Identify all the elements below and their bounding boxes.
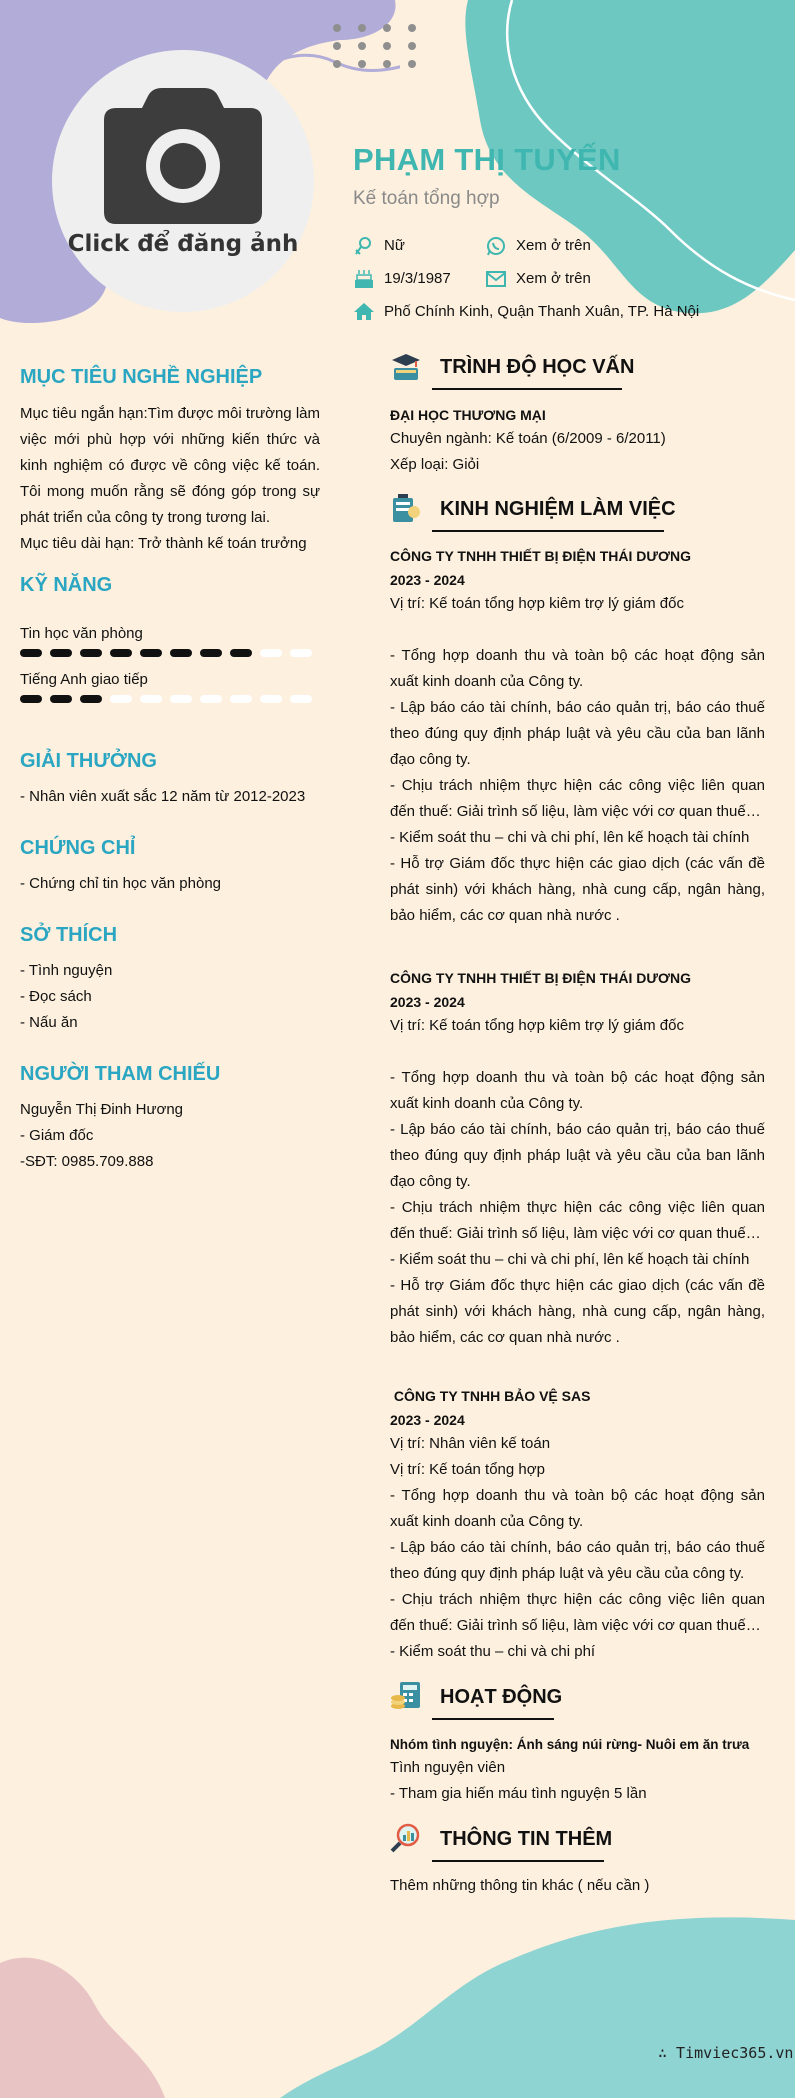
reference-name: Nguyễn Thị Đinh Hương — [20, 1101, 184, 1118]
job-duty: - Lập báo cáo tài chính, báo cáo quản trị, báo cáo thuế theo đúng quy định pháp luật và yêu cầu của ban lãnh đạo công ty. — [390, 1121, 765, 1190]
objective-long-term: Mục tiêu dài hạn: Trở thành kế toán trưởng — [20, 535, 307, 552]
education-major: Chuyên ngành: Kế toán (6/2009 - 6/2011) — [390, 430, 666, 447]
job-company: CÔNG TY TNHH THIẾT BỊ ĐIỆN THÁI DƯƠNG — [390, 548, 691, 564]
job-position: Vị trí: Kế toán tổng hợp kiêm trợ lý giám đốc — [390, 595, 684, 612]
skill-dot — [50, 649, 72, 657]
awards-item: - Nhân viên xuất sắc 12 năm từ 2012-2023 — [20, 788, 306, 805]
skills-heading: KỸ NĂNG — [20, 574, 113, 596]
more-info-underline — [432, 1860, 604, 1862]
more-info-text: Thêm những thông tin khác ( nếu cần ) — [390, 1877, 650, 1894]
activities-heading: HOẠT ĐỘNG — [440, 1686, 563, 1708]
job-duty: - Chịu trách nhiệm thực hiện các công việc liên quan đến thuế: Giải trình số liệu, làm việc với cơ quan thuế… — [390, 1199, 765, 1242]
activity-org: Nhóm tình nguyện: Ánh sáng núi rừng- Nuôi em ăn trưa — [390, 1737, 750, 1752]
job-duty: - Tổng hợp doanh thu và toàn bộ các hoạt động sản xuất kinh doanh của Công ty. — [390, 1487, 765, 1530]
gender-icon — [353, 235, 375, 257]
candidate-name: PHẠM THỊ TUYẾN — [353, 142, 621, 177]
camera-icon — [104, 88, 262, 226]
skill-dot — [290, 695, 312, 703]
education-school: ĐẠI HỌC THƯƠNG MẠI — [390, 407, 546, 423]
skill-dot — [50, 695, 72, 703]
references-heading: NGƯỜI THAM CHIẾU — [20, 1063, 221, 1085]
job-duty: - Hỗ trợ Giám đốc thực hiện các giao dịch (các vấn đề phát sinh) với khách hàng, nhà cung cấp, ngân hàng, bảo hiểm, các cơ quan nhà nước . — [390, 855, 765, 924]
phone-text: Xem ở trên — [516, 237, 591, 254]
certificates-heading: CHỨNG CHỈ — [20, 837, 136, 859]
experience-underline — [432, 530, 664, 532]
skill-dot — [200, 649, 222, 657]
activities-underline — [432, 1718, 554, 1720]
hobby-item: - Tình nguyện — [20, 962, 113, 979]
objective-heading: MỤC TIÊU NGHỀ NGHIỆP — [20, 366, 263, 388]
skill-dot — [170, 695, 192, 703]
skill-dot — [200, 695, 222, 703]
job-period: 2023 - 2024 — [390, 1412, 465, 1428]
address-text: Phố Chính Kinh, Quận Thanh Xuân, TP. Hà Nội — [384, 303, 700, 320]
skill-dot — [80, 649, 102, 657]
objective-short-term: Mục tiêu ngắn hạn:Tìm được môi trường làm việc mới phù hợp với những kiến thức và kinh nghiệm có được về công việc kế toán. Tôi mong muốn rằng sẽ đóng góp trong sự phát triển của công ty trong tương lai. — [20, 405, 320, 526]
skill-label: Tiếng Anh giao tiếp — [20, 671, 148, 688]
gender-text: Nữ — [384, 237, 405, 254]
skill-dot — [80, 695, 102, 703]
email-text: Xem ở trên — [516, 270, 591, 287]
job-company: CÔNG TY TNHH BẢO VỆ SAS — [390, 1388, 591, 1404]
skill-dot — [20, 695, 42, 703]
skill-dot — [170, 649, 192, 657]
watermark-text: ∴ Timviec365.vn — [658, 2044, 794, 2062]
skill-dot — [140, 695, 162, 703]
job-duty: - Kiểm soát thu – chi và chi phí, lên kế hoạch tài chính — [390, 1251, 750, 1268]
job-period: 2023 - 2024 — [390, 994, 465, 1010]
job-position: Vị trí: Nhân viên kế toán — [390, 1435, 551, 1452]
skill-dot — [290, 649, 312, 657]
birthday-text: 19/3/1987 — [384, 270, 451, 287]
calculator-coins-icon — [390, 1680, 422, 1712]
reference-role: - Giám đốc — [20, 1127, 94, 1144]
education-heading: TRÌNH ĐỘ HỌC VẤN — [440, 356, 635, 378]
briefcase-icon — [390, 492, 422, 524]
job-position: Vị trí: Kế toán tổng hợp kiêm trợ lý giám đốc — [390, 1017, 684, 1034]
aqua-blob-decoration — [280, 1910, 795, 2098]
job-duty: - Lập báo cáo tài chính, báo cáo quản trị, báo cáo thuế theo đúng quy định pháp luật và yêu cầu của công ty. — [390, 1539, 765, 1582]
reference-phone: -SĐT: 0985.709.888 — [20, 1153, 154, 1170]
job-duty: - Kiểm soát thu – chi và chi phí, lên kế hoạch tài chính — [390, 829, 750, 846]
photo-caption: Click để đăng ảnh — [67, 231, 299, 257]
job-duty: - Kiểm soát thu – chi và chi phí — [390, 1643, 596, 1660]
hobbies-heading: SỞ THÍCH — [20, 924, 118, 946]
graduation-cap-icon — [390, 350, 422, 382]
job-duty: - Tổng hợp doanh thu và toàn bộ các hoạt động sản xuất kinh doanh của Công ty. — [390, 1069, 765, 1112]
profile-photo-placeholder[interactable] — [52, 50, 314, 312]
education-grade: Xếp loại: Giỏi — [390, 456, 480, 473]
job-position: Vị trí: Kế toán tổng hợp — [390, 1461, 545, 1478]
job-duty: - Hỗ trợ Giám đốc thực hiện các giao dịch (các vấn đề phát sinh) với khách hàng, nhà cung cấp, ngân hàng, bảo hiểm, các cơ quan nhà nước . — [390, 1277, 765, 1346]
skill-dot — [230, 695, 252, 703]
skill-label: Tin học văn phòng — [20, 625, 143, 642]
skill-dot — [260, 695, 282, 703]
phone-icon — [485, 235, 507, 257]
skill-dot — [260, 649, 282, 657]
education-underline — [432, 388, 622, 390]
skill-dot — [20, 649, 42, 657]
job-title: Kế toán tổng hợp — [353, 188, 500, 209]
more-info-heading: THÔNG TIN THÊM — [440, 1828, 613, 1850]
job-duty: - Chịu trách nhiệm thực hiện các công việc liên quan đến thuế: Giải trình số liệu, làm việc với cơ quan thuế… — [390, 1591, 765, 1634]
cake-icon — [353, 268, 375, 290]
skill-dot — [110, 649, 132, 657]
skill-dot — [110, 695, 132, 703]
job-duty: - Lập báo cáo tài chính, báo cáo quản trị, báo cáo thuế theo đúng quy định pháp luật và yêu cầu của ban lãnh đạo công ty. — [390, 699, 765, 768]
magnifier-chart-icon — [390, 1822, 422, 1854]
activity-role: Tình nguyện viên — [390, 1759, 506, 1776]
envelope-icon — [485, 268, 507, 290]
experience-heading: KINH NGHIỆM LÀM VIỆC — [440, 498, 676, 520]
skill-dot — [230, 649, 252, 657]
activity-detail: - Tham gia hiến máu tình nguyện 5 lần — [390, 1785, 647, 1802]
home-icon — [353, 301, 375, 323]
job-duty: - Chịu trách nhiệm thực hiện các công việc liên quan đến thuế: Giải trình số liệu, làm việc với cơ quan thuế… — [390, 777, 765, 820]
pink-blob-decoration — [0, 1945, 170, 2098]
job-duty: - Tổng hợp doanh thu và toàn bộ các hoạt động sản xuất kinh doanh của Công ty. — [390, 647, 765, 690]
job-company: CÔNG TY TNHH THIẾT BỊ ĐIỆN THÁI DƯƠNG — [390, 970, 691, 986]
dot-grid-decoration — [328, 22, 428, 72]
certificate-item: - Chứng chỉ tin học văn phòng — [20, 875, 221, 892]
hobby-item: - Đọc sách — [20, 988, 92, 1005]
hobby-item: - Nấu ăn — [20, 1014, 78, 1031]
job-period: 2023 - 2024 — [390, 572, 465, 588]
skill-dot — [140, 649, 162, 657]
awards-heading: GIẢI THƯỞNG — [20, 750, 157, 772]
skill-rating-bar — [20, 695, 320, 703]
skill-rating-bar — [20, 649, 320, 657]
